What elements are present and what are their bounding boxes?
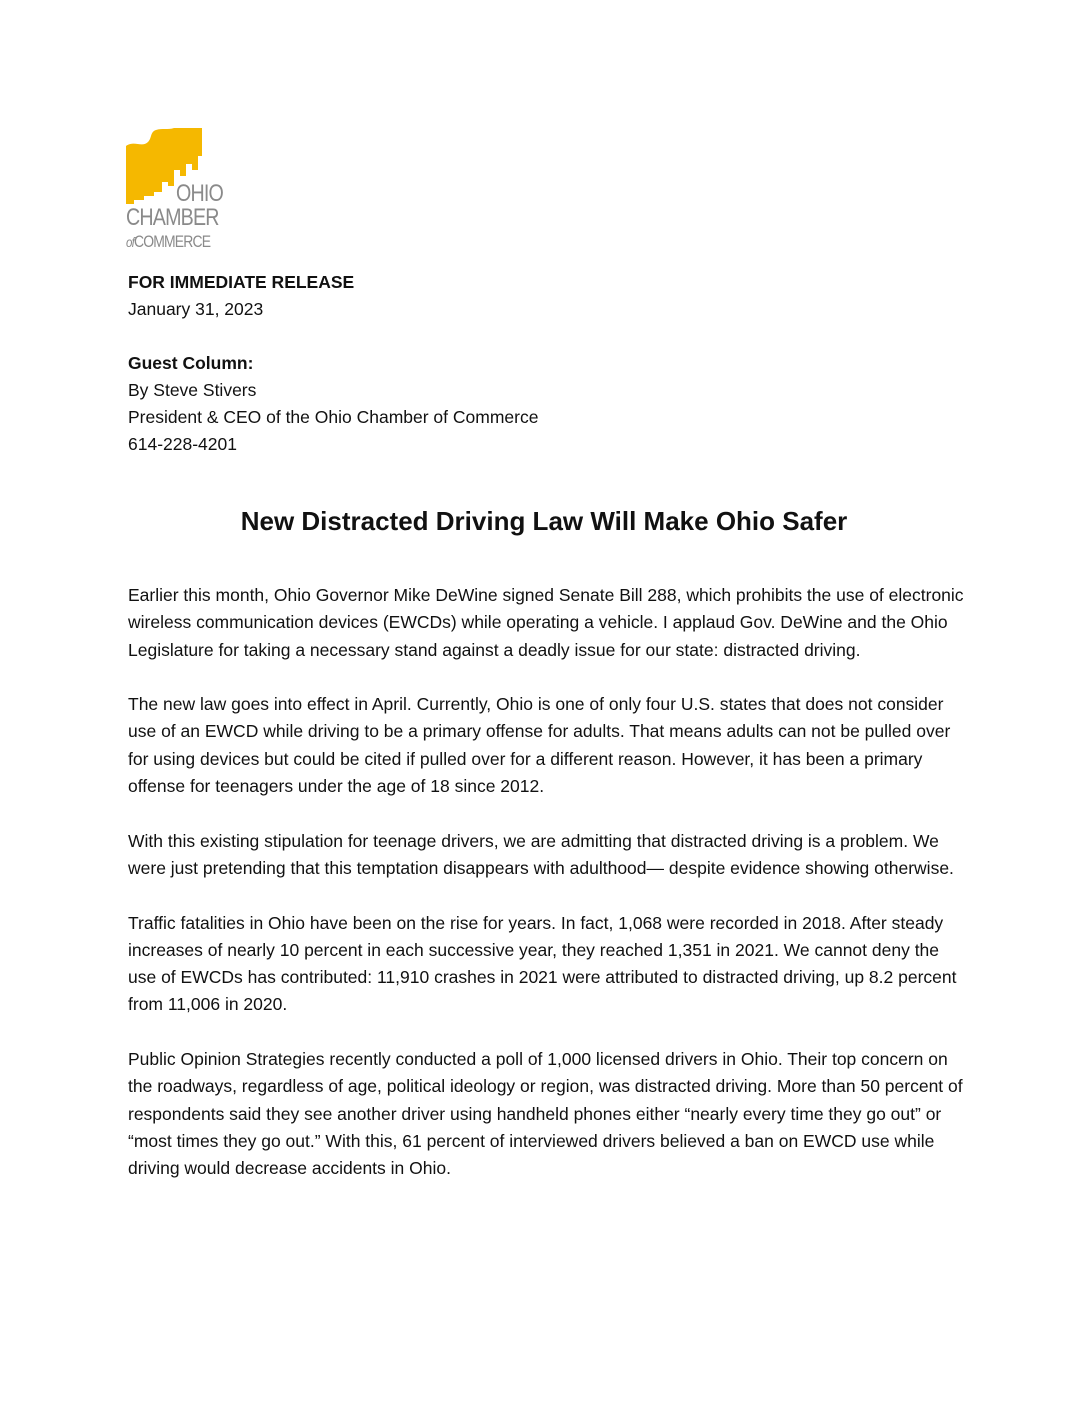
article-body xyxy=(128,582,968,1210)
byline: By Steve Stivers xyxy=(128,380,257,400)
release-header xyxy=(128,269,538,458)
paragraph: The new law goes into effect in April. Currently, Ohio is one of only four U.S. states that does not consider use of an EWCD while driving to be a primary offense for adults. That means adults can not be pulled over for using devices but could be cited if pulled over for a different reason. However, it has been a primary offense for teenagers under the age of 18 since 2012. xyxy=(128,694,951,797)
paragraph: Traffic fatalities in Ohio have been on the rise for years. In fact, 1,068 were recorded in 2018. After steady increases of nearly 10 percent in each successive year, they reached 1,351 in 2021. We cannot deny the use of EWCDs has contributed: 11,910 crashes in 2021 were attributed to distracted driving, up 8.2 percent from 11,006 in 2020. xyxy=(128,912,957,1015)
logo-text-chamber: CHAMBER xyxy=(126,204,219,231)
logo-text-commerce xyxy=(126,233,210,250)
author-title: President & CEO of the Ohio Chamber of Commerce xyxy=(128,407,539,427)
contact-phone: 614-228-4201 xyxy=(128,434,237,454)
logo-text-ohio: OHIO xyxy=(176,180,224,207)
paragraph: With this existing stipulation for teenage drivers, we are admitting that distracted driving is a problem. We were just pretending that this temptation disappears with adulthood— despite evidence showing otherwise. xyxy=(128,830,954,878)
release-label: FOR IMMEDIATE RELEASE xyxy=(128,272,355,292)
logo-text-of: of xyxy=(126,234,134,250)
paragraph: Public Opinion Strategies recently conducted a poll of 1,000 licensed drivers in Ohio. Their top concern on the roadways, regardless of age, political ideology or region, was distracted driving. More than 50 percent of respondents said they see another driver using handheld phones either “nearly every time they go out” or “most times they go out.” With this, 61 percent of interviewed drivers believed a ban on EWCD use while driving would decrease accidents in Ohio. xyxy=(128,1049,963,1179)
ohio-chamber-logo xyxy=(124,126,244,252)
spacer xyxy=(128,323,538,350)
column-label: Guest Column: xyxy=(128,353,254,373)
release-date: January 31, 2023 xyxy=(128,299,264,319)
logo-text-commerce-word: COMMERCE xyxy=(133,232,211,251)
paragraph: Earlier this month, Ohio Governor Mike DeWine signed Senate Bill 288, which prohibits the use of electronic wireless communication devices (EWCDs) while operating a vehicle. I applaud Gov. DeWine and the Ohio Legislature for taking a necessary stand against a deadly issue for our state: distracted driving. xyxy=(128,585,964,660)
headline: New Distracted Driving Law Will Make Ohio Safer xyxy=(240,506,848,536)
